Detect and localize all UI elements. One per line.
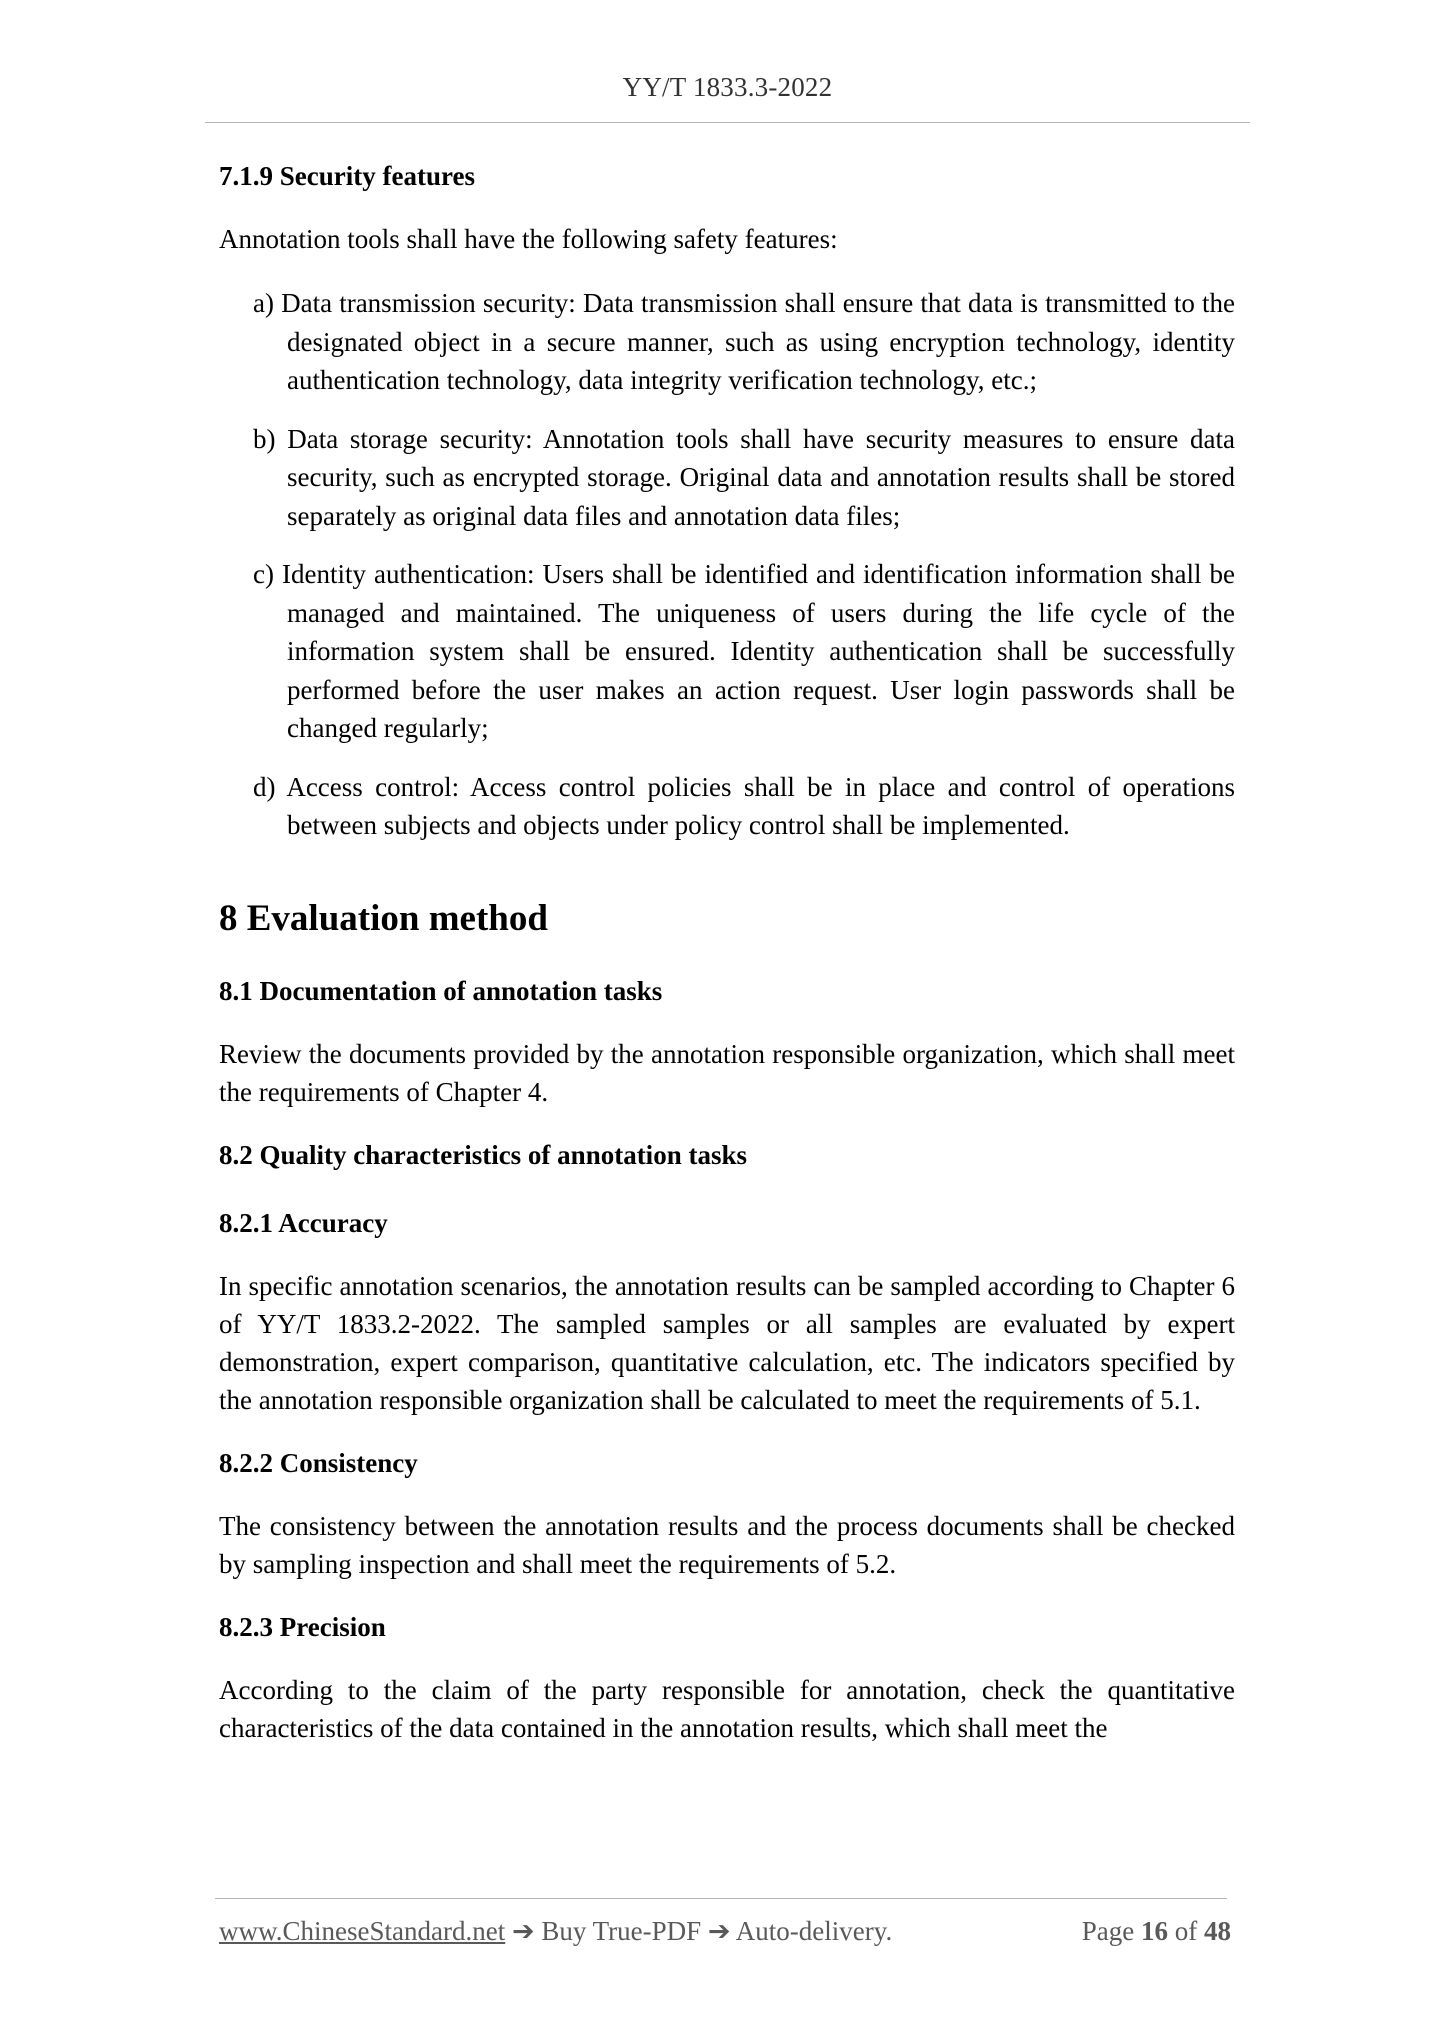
section-8-1-text: Review the documents provided by the annotation responsible organization, which shall meet the requirements of Chapter 4.: [219, 1038, 1235, 1107]
page-number: [1082, 1916, 1231, 1947]
total-pages-number: 48: [1204, 1916, 1231, 1946]
section-8-2-2-text: The consistency between the annotation results and the process documents shall be checked by sampling inspection and shall meet the requirements of 5.2.: [219, 1510, 1235, 1579]
section-8-2-2-heading: 8.2.2 Consistency: [219, 1447, 418, 1478]
section-8-heading: 8 Evaluation method: [219, 897, 548, 939]
page-label: Page: [1081, 1916, 1135, 1946]
document-header-id: YY/T 1833.3-2022: [622, 72, 833, 102]
section-8-2-1-heading: 8.2.1 Accuracy: [219, 1207, 388, 1238]
arrow-right-icon: ➔: [707, 1916, 731, 1946]
section-8-1-heading: 8.1 Documentation of annotation tasks: [219, 975, 663, 1006]
list-item-identity-authentication: c) Identity authentication: Users shall be identified and identification information shall be managed and maintained. The uniqueness of users during the life cycle of the information system shall be ensured. Identity authentication shall be successfully performed before the user makes an action request. User login passwords shall be changed regularly;: [253, 559, 1235, 743]
section-7-1-9-heading: 7.1.9 Security features: [219, 161, 475, 191]
list-item-data-storage: b) Data storage security: Annotation tools shall have security measures to ensure data security, such as encrypted storage. Original data and annotation results shall be stored separately as original data files and annotation data files;: [253, 423, 1235, 531]
section-8-2-heading: 8.2 Quality characteristics of annotation tasks: [219, 1139, 747, 1170]
auto-delivery-text: Auto-delivery.: [735, 1916, 893, 1946]
section-8-2-1-text: In specific annotation scenarios, the annotation results can be sampled according to Chapter 6 of YY/T 1833.2-2022. The sampled samples or all samples are evaluated by expert demonstration, expert comparison, quantitative calculation, etc. The indicators specified by the annotation responsible organization shall be calculated to meet the requirements of 5.1.: [219, 1270, 1235, 1415]
document-body: [219, 152, 1235, 1747]
footer-divider: [215, 1898, 1227, 1899]
footer-promo: [219, 1916, 892, 1947]
list-item-data-transmission: a) Data transmission security: Data transmission shall ensure that data is transmitted to the designated object in a secure manner, such as using encryption technology, identity authentication technology, data integrity verification technology, etc.;: [253, 288, 1235, 395]
page-of-label: of: [1174, 1916, 1198, 1946]
section-8-2-3-text: According to the claim of the party responsible for annotation, check the quantitative characteristics of the data contained in the annotation results, which shall meet the: [219, 1674, 1235, 1743]
header-divider: [205, 122, 1250, 123]
list-item-access-control: d) Access control: Access control policies shall be in place and control of operations between subjects and objects under policy control shall be implemented.: [253, 771, 1235, 840]
arrow-right-icon: ➔: [511, 1916, 535, 1946]
site-link[interactable]: www.ChineseStandard.net: [219, 1916, 506, 1946]
section-8-2-3-heading: 8.2.3 Precision: [219, 1611, 386, 1642]
current-page-number: 16: [1141, 1916, 1168, 1946]
section-7-1-9-intro: Annotation tools shall have the following safety features:: [219, 224, 838, 254]
buy-true-pdf-text: Buy True-PDF: [541, 1916, 702, 1946]
